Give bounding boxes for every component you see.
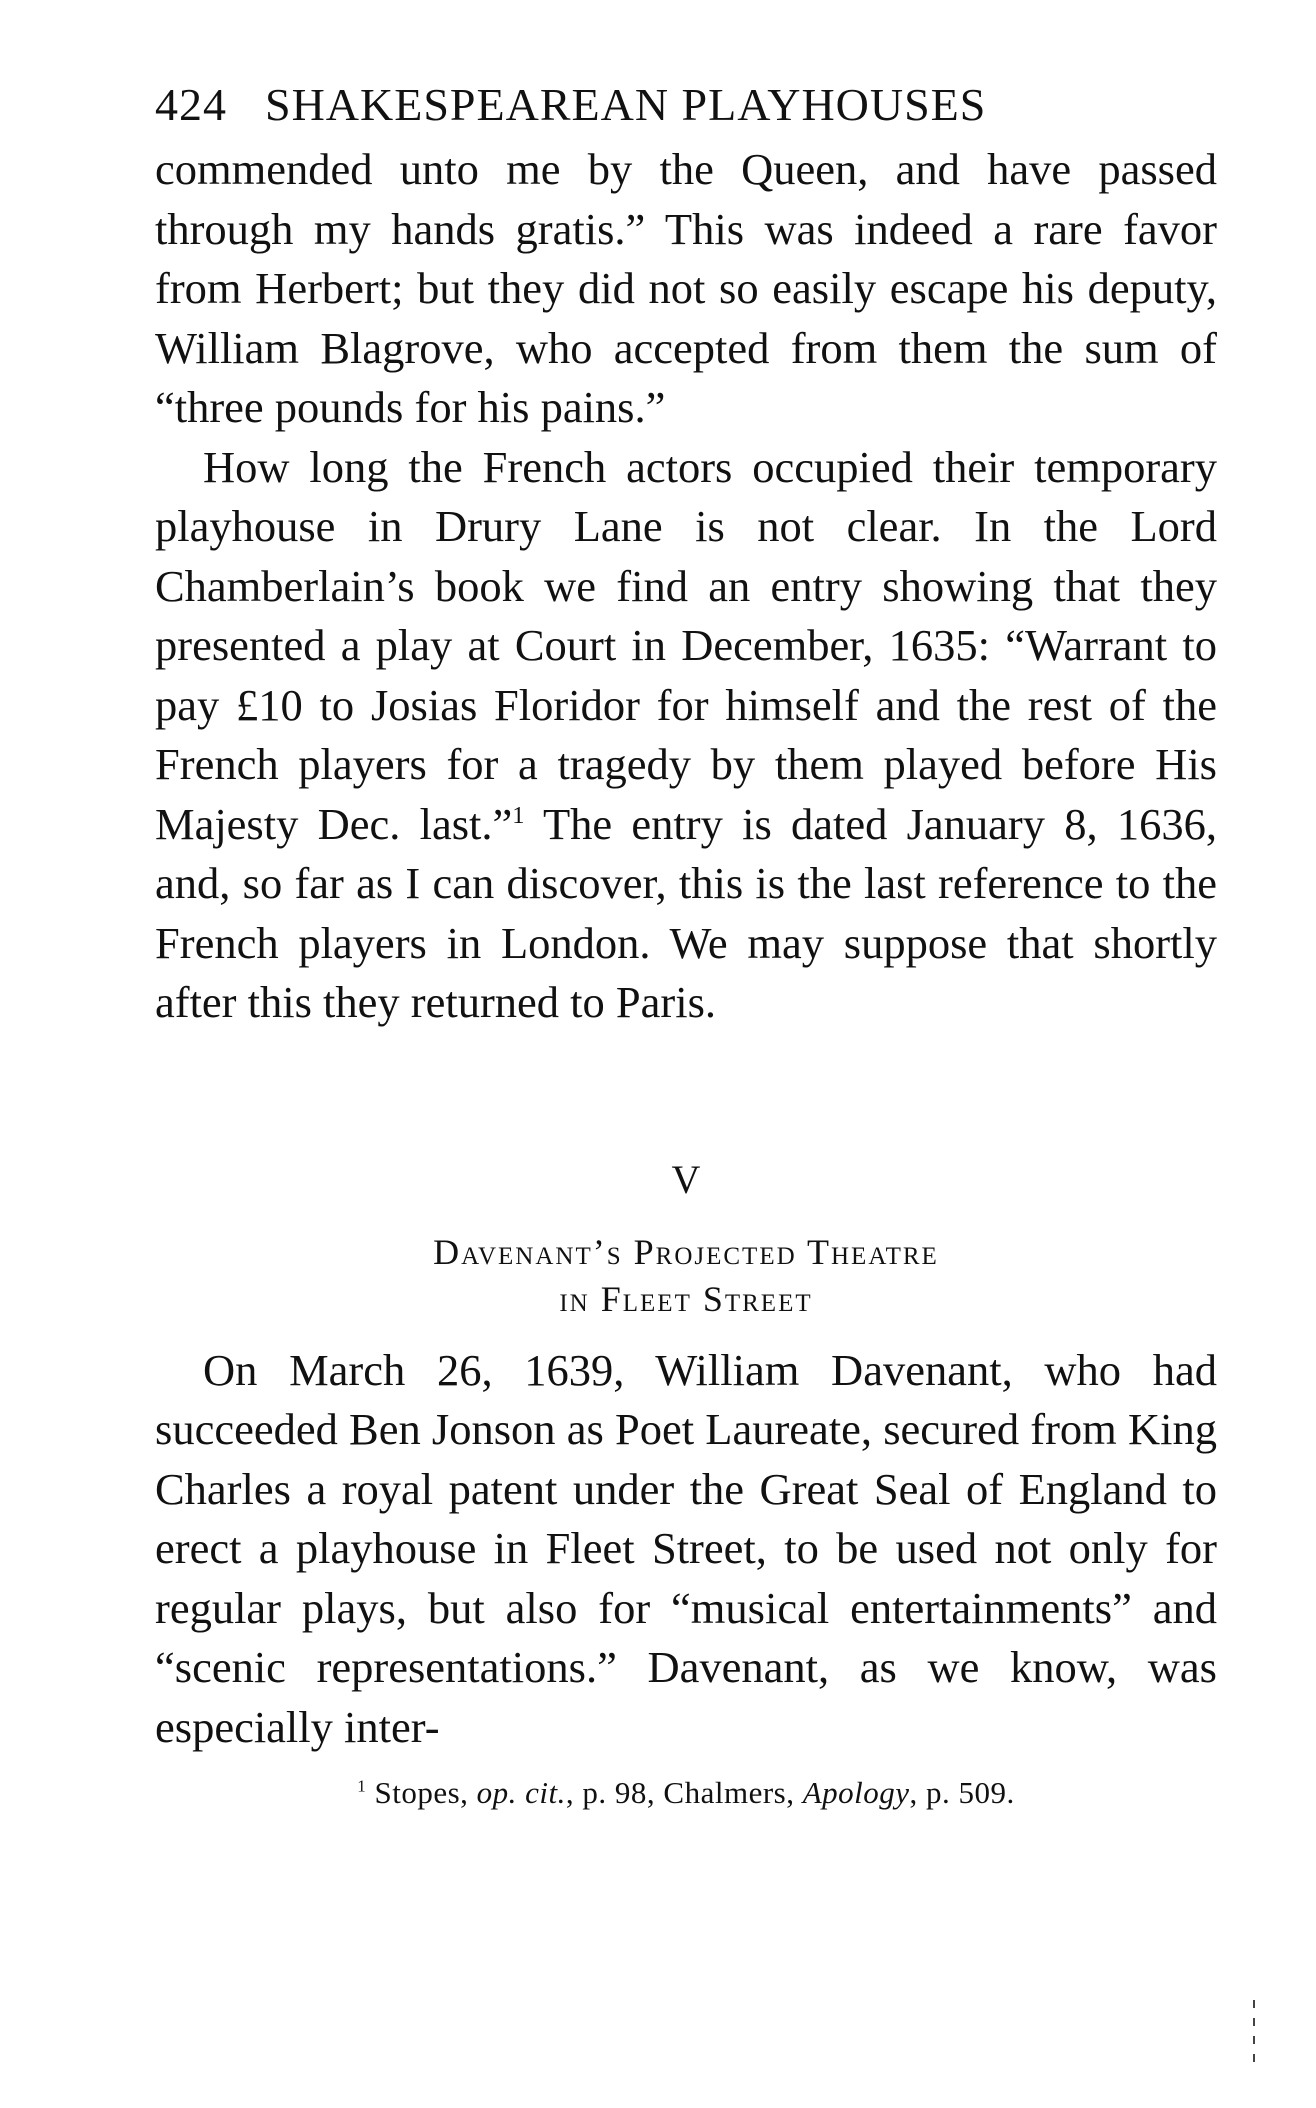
page-number: 424 (155, 79, 227, 130)
body-text (155, 140, 1217, 1033)
paragraph-text-continued: The entry is dated January 8, 1636, and, so far as I can discover, this is the last reference to the French players in London. We may suppose that shortly after this they returned to Paris. (155, 798, 1217, 1027)
paragraph-text: How long the French actors occupied their temporary playhouse in Drury Lane is not clear. In the Lord Chamberlain’s book we find an entry showing that they presented a play at Court in December, 1635: “Warrant to pay £10 to Josias Floridor for himself and the rest of the French players for a tragedy by them played before His Majesty Dec. last.” (155, 441, 1217, 849)
margin-mark (1253, 2000, 1255, 2008)
footnote-italic-op-cit: op. cit. (476, 1775, 566, 1810)
paragraph-french-actors (155, 438, 1217, 1033)
footnote-marker: 1 (357, 1776, 367, 1796)
footnote-reference: 1 (512, 801, 525, 829)
paragraph-davenant: On March 26, 1639, William Davenant, who had succeeded Ben Jonson as Poet Laureate, secured from King Charles a royal patent under the Great Seal of England to erect a playhouse in Fleet Street, to be used not only for regular plays, but also for “musical entertainments” and “scenic representations.” Davenant, as we know, was especially inter- (155, 1344, 1217, 1752)
section-title (155, 1229, 1217, 1323)
book-page (155, 70, 1217, 1815)
footnote-text-a: Stopes, (374, 1775, 477, 1810)
margin-mark (1253, 2018, 1255, 2026)
footnote-text-b: , p. 98, Chalmers, (565, 1775, 803, 1810)
margin-mark (1253, 2054, 1255, 2062)
footnote (155, 1771, 1217, 1815)
paragraph-continued: commended unto me by the Queen, and have passed through my hands gratis.” This was indeed a rare favor from Herbert; but they did not so easily escape his deputy, William Blagrove, who accepted from them the sum of “three pounds for his pains.” (155, 144, 1217, 432)
section-number: V (671, 1156, 701, 1202)
section-title-line-1: Davenant’s Projected Theatre (433, 1231, 939, 1272)
section-body-text (155, 1341, 1217, 1758)
footnote-text-c: , p. 509. (909, 1775, 1015, 1810)
running-title: SHAKESPEAREAN PLAYHOUSES (265, 79, 987, 130)
margin-marks (1253, 2000, 1257, 2072)
margin-mark (1253, 2036, 1255, 2044)
section-title-line-2: in Fleet Street (559, 1278, 813, 1319)
footnote-italic-apology: Apology (802, 1775, 910, 1810)
running-head (155, 70, 1217, 140)
